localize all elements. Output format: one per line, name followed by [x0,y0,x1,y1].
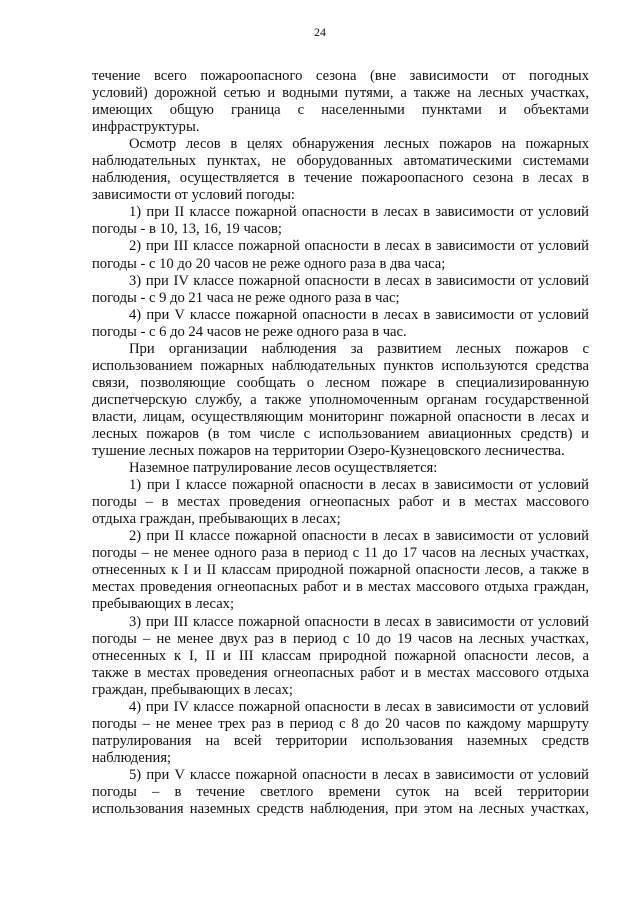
text-line: отнесенных к I, II и III классам природной пожарной опасности лесов, а [92,647,589,664]
text-line: Наземное патрулирование лесов осуществляется: [129,460,438,477]
text-line: лесных пожаров (в том числе с использованием авиационных средств) и [92,425,589,442]
text-line: наблюдения; [92,749,172,766]
text-line: погоды - с 6 до 24 часов не реже одного раза в час. [92,323,407,340]
text-line: 3) при III классе пожарной опасности в лесах в зависимости от условий [129,613,589,630]
text-line: пребывающих в лесах; [92,596,235,613]
body-text [92,68,589,818]
text-line: использования наземных средств наблюдения, при этом на лесных участках, [92,801,589,818]
text-line: использованием пожарных наблюдательных пунктов используются средства [92,357,589,374]
text-line: местах проведения огнеопасных работ и в местах массового отдыха граждан, [92,579,589,596]
text-line: условий) дорожной сетью и водными путями, а также на лесных участках, [92,85,589,102]
text-line: 4) при IV классе пожарной опасности в лесах в зависимости от условий [129,698,589,715]
text-line: 5) при V классе пожарной опасности в лесах в зависимости от условий [129,766,589,783]
page-number: 24 [314,25,326,39]
text-line: отнесенных к I и II классам природной пожарной опасности лесов, а также в [92,562,589,579]
text-line: диспетчерскую службу, а также уполномоченным органам государственной [92,391,589,408]
text-line: течение всего пожароопасного сезона (вне зависимости от погодных [92,68,589,84]
text-line: погоды – в местах проведения огнеопасных работ и в местах массового [92,494,589,511]
text-line: связи, позволяющие сообщать о лесном пожаре в специализированную [92,374,589,391]
text-line: погоды – в течение светлого времени суток на всей территории [92,783,589,800]
text-line: патрулирования на всей территории использования наземных средств [92,732,589,749]
text-line: При организации наблюдения за развитием лесных пожаров с [129,340,589,357]
text-line: 1) при I классе пожарной опасности в лесах в зависимости от условий [129,477,589,494]
text-line: зависимости от условий погоды: [92,187,295,204]
text-line: 1) при II классе пожарной опасности в лесах в зависимости от условий [129,204,589,221]
text-line: погоды - с 9 до 21 часа не реже одного раза в час; [92,289,400,306]
text-line: граждан, пребывающих в лесах; [92,681,293,698]
text-line: власти, лицам, осуществляющим мониторинг пожарной опасности в лесах и [92,408,589,425]
text-line: также в местах проведения огнеопасных работ и в местах массового отдыха [92,664,589,681]
text-line: 3) при IV классе пожарной опасности в лесах в зависимости от условий [129,272,589,289]
text-line: инфраструктуры. [92,119,200,136]
text-line: погоды – не менее трех раз в период с 8 до 20 часов по каждому маршруту [92,715,589,732]
text-line: имеющих общую граница с населенными пунктами и объектами [92,102,589,119]
text-line: наблюдательных пунктах, не оборудованных автоматическими системами [92,153,589,170]
text-line: наблюдения, осуществляется в течение пожароопасного сезона в лесах в [92,170,589,187]
text-line: Осмотр лесов в целях обнаружения лесных пожаров на пожарных [129,136,589,153]
text-line: 4) при V классе пожарной опасности в лесах в зависимости от условий [129,306,589,323]
text-line: погоды – не менее двух раз в период с 10 до 19 часов на лесных участках, [92,630,589,647]
text-line: 2) при II классе пожарной опасности в лесах в зависимости от условий [129,528,589,545]
text-line: погоды – не менее одного раза в период с 11 до 17 часов на лесных участках, [92,545,589,562]
text-line: тушение лесных пожаров на территории Озеро-Кузнецовского лесничества. [92,443,565,460]
text-line: отдыха граждан, пребывающих в лесах; [92,511,341,528]
text-line: погоды - в 10, 13, 16, 19 часов; [92,221,282,238]
text-line: погоды - с 10 до 20 часов не реже одного раза в два часа; [92,255,446,272]
text-line: 2) при III классе пожарной опасности в лесах в зависимости от условий [129,238,589,255]
